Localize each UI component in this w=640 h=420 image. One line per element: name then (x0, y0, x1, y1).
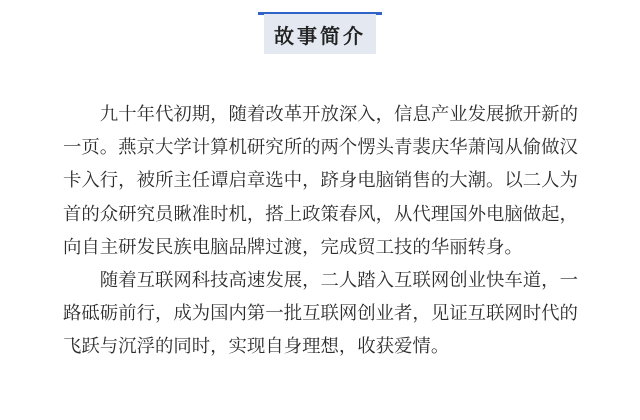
section-header (258, 0, 382, 62)
synopsis-paragraph-1: 九十年代初期，随着改革开放深入，信息产业发展掀开新的一页。燕京大学计算机研究所的两个愣头青裴庆华萧闯从偷做汉卡入行，被所主任谭启章选中，跻身电脑销售的大潮。以二人为首的众研究员瞅准时机，搭上政策春风，从代理国外电脑做起，向自主研发民族电脑品牌过渡，完成贸工技的华丽转身。 (63, 104, 578, 258)
section-title: 故事简介 (264, 14, 376, 54)
synopsis-paragraph-2: 随着互联网科技高速发展，二人踏入互联网创业快车道，一路砥砺前行，成为国内第一批互联网创业者，见证互联网时代的飞跃与沉浮的同时，实现自身理想，收获爱情。 (63, 270, 578, 358)
story-synopsis (63, 98, 583, 364)
